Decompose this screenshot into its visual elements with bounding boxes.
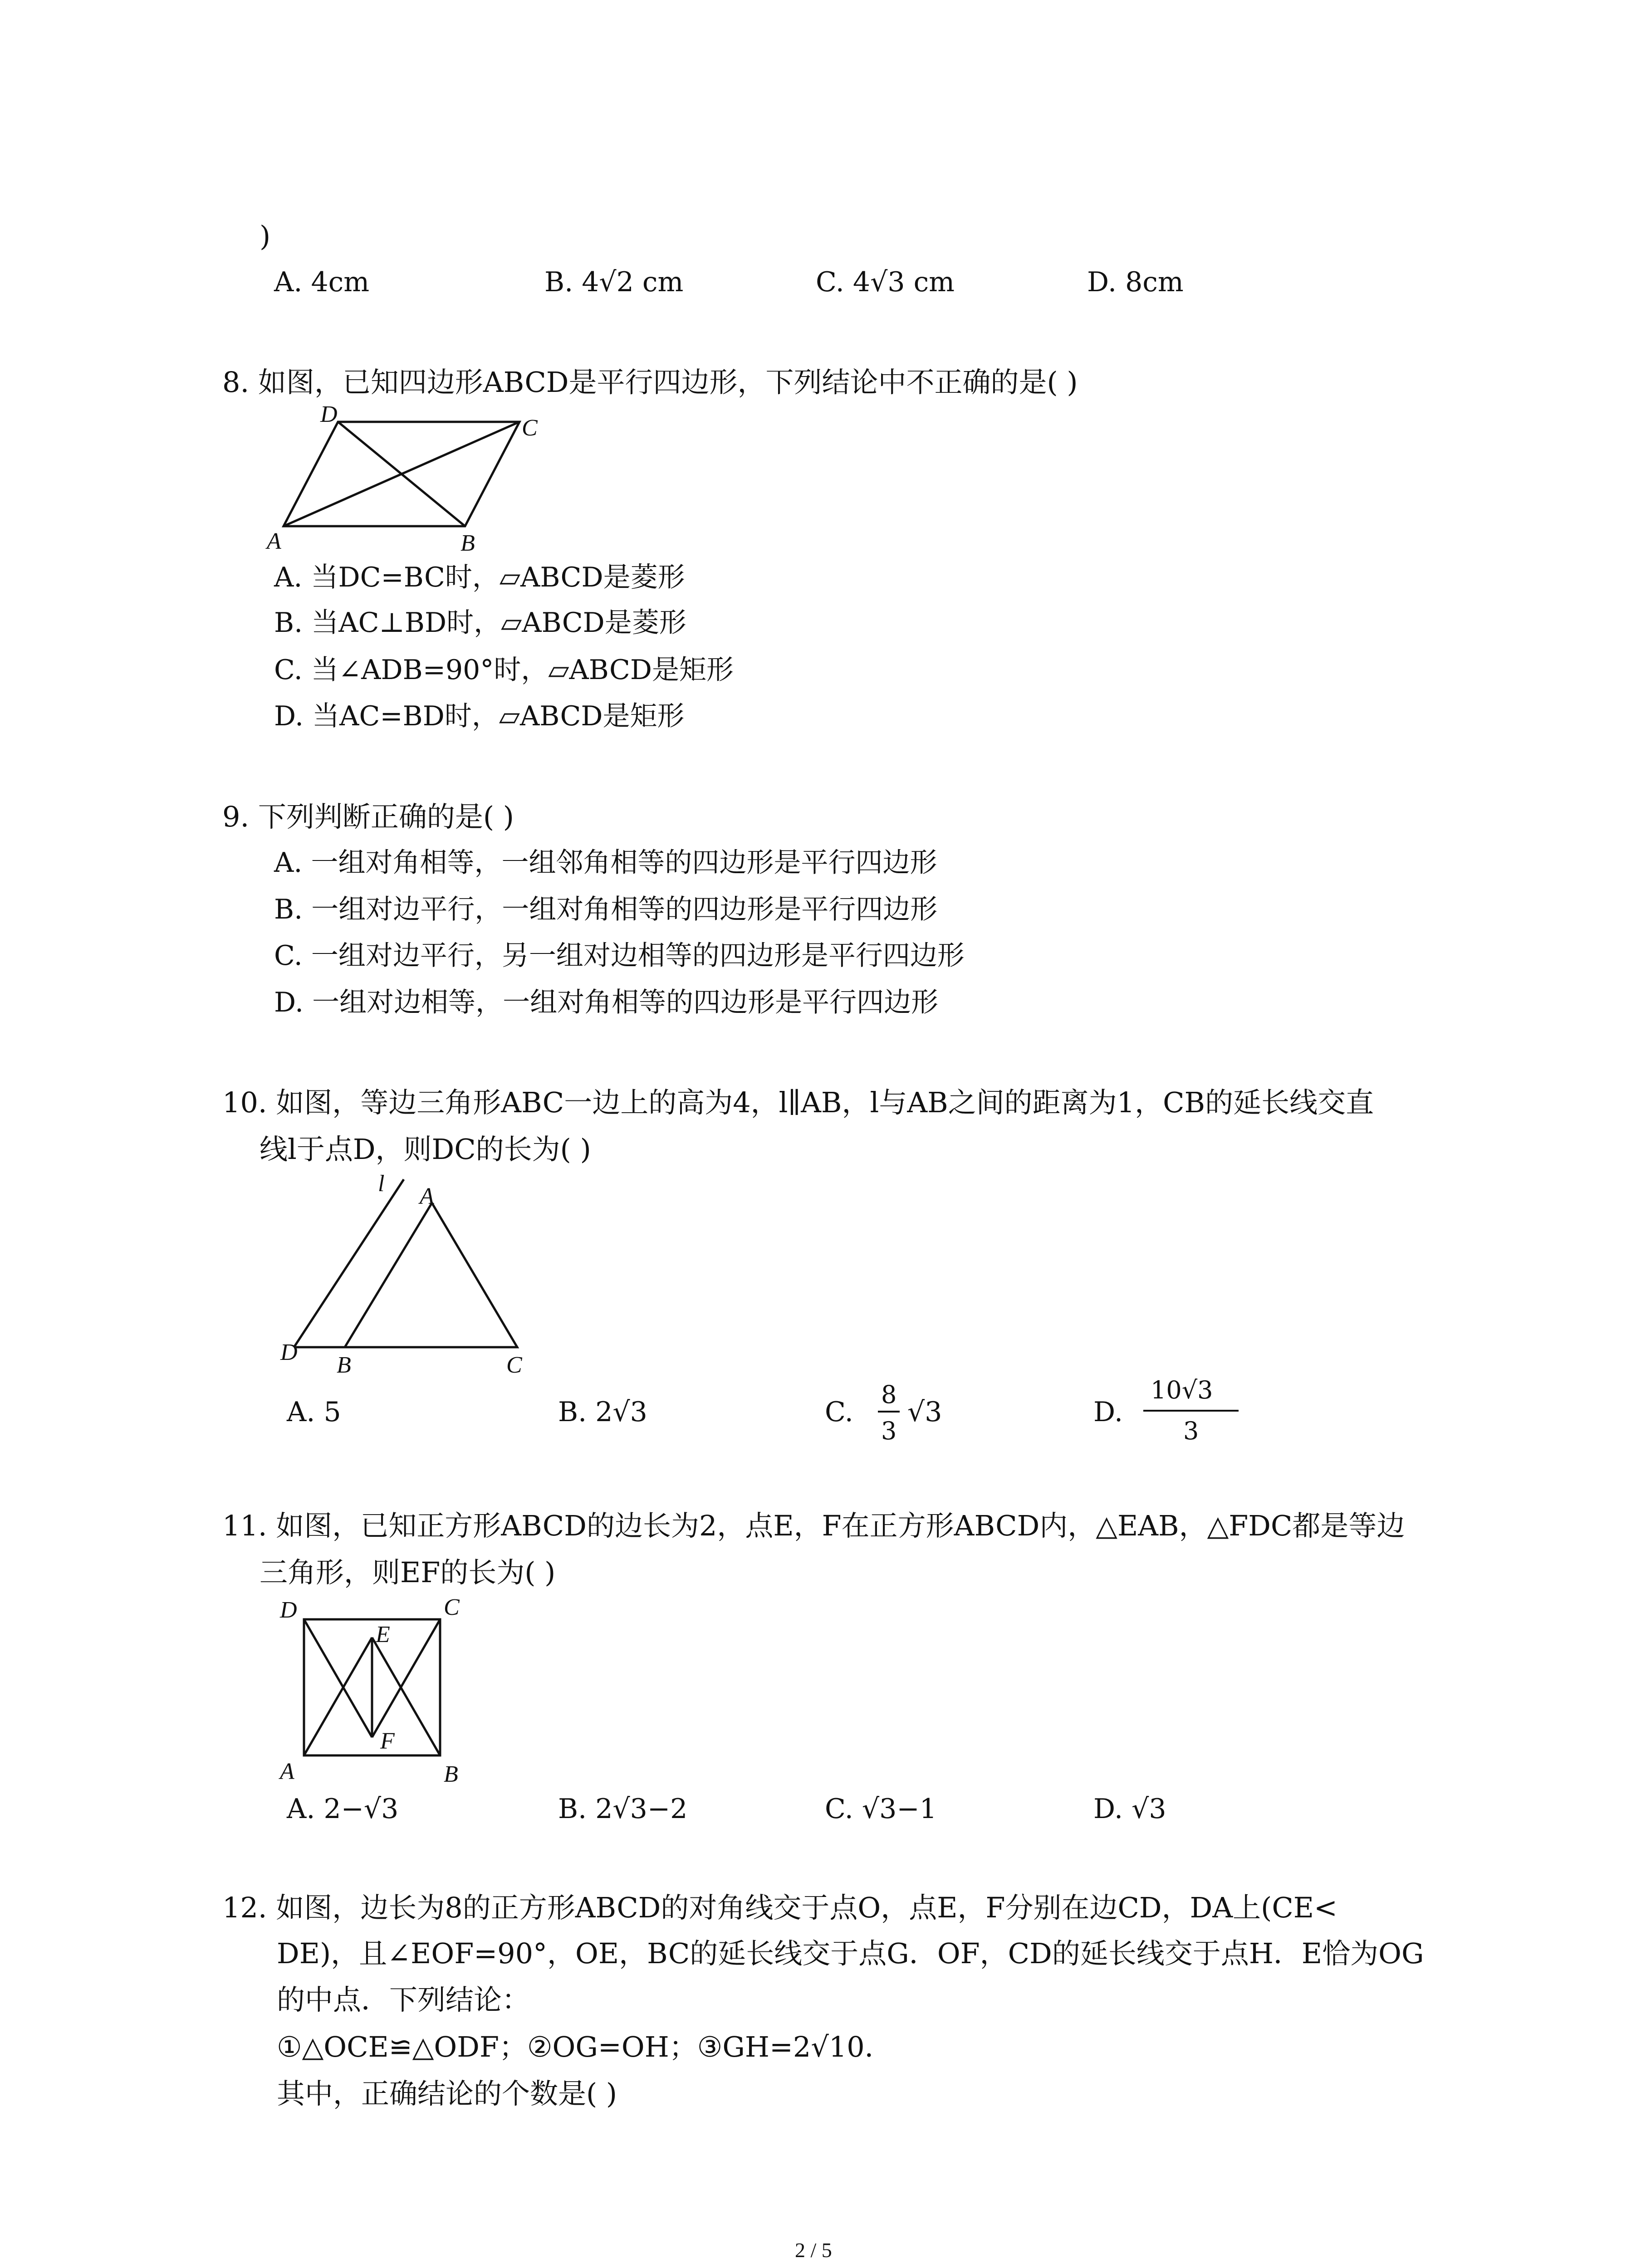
q8-stem: 8. 如图，已知四边形ABCD是平行四边形，下列结论中不正确的是( ) [222, 366, 1078, 399]
q10-triangle-figure [272, 1170, 554, 1361]
page-number: 2 / 5 [795, 2239, 832, 2262]
q7-option-d: D. 8cm [1087, 266, 1184, 298]
q8-label-b: B [460, 530, 475, 556]
q11-option-b: B. 2√3−2 [558, 1793, 688, 1825]
q10-option-d-num: 10√3 [1151, 1376, 1213, 1404]
q11-stem-line2: 三角形，则EF的长为( ) [260, 1556, 556, 1589]
q10-label-c: C [506, 1352, 522, 1378]
q11-square-figure [290, 1606, 454, 1769]
q8-option-b: B. 当AC⊥BD时，▱ABCD是菱形 [274, 607, 686, 639]
q10-option-b: B. 2√3 [558, 1396, 647, 1428]
q7-option-a: A. 4cm [274, 266, 370, 298]
triangle-abc [345, 1203, 517, 1347]
q9-option-d: D. 一组对边相等，一组对角相等的四边形是平行四边形 [274, 987, 939, 1018]
line-l [294, 1179, 404, 1347]
q9-option-c: C. 一组对边平行，另一组对边相等的四边形是平行四边形 [274, 940, 965, 972]
q7-option-b: B. 4√2 cm [544, 266, 684, 298]
q7-option-c: C. 4√3 cm [816, 266, 955, 298]
q11-label-d: D [280, 1597, 297, 1623]
q11-option-c: C. √3−1 [825, 1793, 937, 1825]
q10-option-c: C. [825, 1396, 853, 1428]
q8-label-c: C [522, 415, 538, 441]
q12-line1: 12. 如图，边长为8的正方形ABCD的对角线交于点O，点E，F分别在边CD，DA上(CE< [222, 1891, 1337, 1924]
q10-label-a: A [420, 1183, 434, 1209]
q11-label-f: F [380, 1728, 395, 1754]
q11-label-e: E [376, 1622, 390, 1647]
q12-line2: DE)，且∠EOF=90°，OE，BC的延长线交于点G．OF，CD的延长线交于点H．E恰为OG [277, 1937, 1424, 1970]
q10-option-c-den: 3 [881, 1417, 897, 1445]
q9-stem: 9. 下列判断正确的是( ) [222, 800, 514, 833]
q8-label-a: A [267, 528, 281, 554]
q11-option-d: D. √3 [1093, 1793, 1166, 1825]
q9-option-b: B. 一组对边平行，一组对角相等的四边形是平行四边形 [274, 894, 938, 925]
q7-paren: ) [260, 220, 271, 253]
q8-option-c: C. 当∠ADB=90°时，▱ABCD是矩形 [274, 654, 734, 686]
q12-line5: 其中，正确结论的个数是( ) [277, 2077, 617, 2110]
diagonal-bd [338, 422, 465, 526]
q9-option-a: A. 一组对角相等，一组邻角相等的四边形是平行四边形 [274, 847, 937, 879]
q10-stem-line1: 10. 如图，等边三角形ABC一边上的高为4，l∥AB，l与AB之间的距离为1，CB的延长线交直 [222, 1086, 1374, 1119]
q8-option-d: D. 当AC=BD时，▱ABCD是矩形 [274, 700, 685, 732]
q10-label-d: D [280, 1339, 298, 1365]
segment-df [304, 1619, 372, 1737]
q10-label-l: l [378, 1171, 385, 1197]
q10-option-c-fraction-bar [878, 1411, 900, 1413]
q10-option-d-den: 3 [1183, 1417, 1199, 1445]
q8-option-a: A. 当DC=BC时，▱ABCD是菱形 [274, 562, 685, 593]
q12-line4: ①△OCE≌△ODF；②OG=OH；③GH=2√10． [277, 2030, 893, 2063]
q11-label-c: C [444, 1594, 460, 1620]
q10-option-d: D. [1093, 1396, 1123, 1428]
q11-label-b: B [444, 1761, 458, 1787]
q8-label-d: D [320, 401, 338, 427]
q11-stem-line1: 11. 如图，已知正方形ABCD的边长为2，点E，F在正方形ABCD内，△EAB，△FDC都是等边 [222, 1509, 1405, 1542]
q10-option-a: A. 5 [287, 1396, 341, 1428]
q11-option-a: A. 2−√3 [287, 1793, 399, 1825]
segment-ae [304, 1637, 372, 1755]
q11-label-a: A [280, 1759, 294, 1784]
q10-option-c-num: 8 [881, 1380, 897, 1409]
q8-parallelogram-figure [263, 408, 590, 544]
q10-stem-line2: 线l于点D，则DC的长为( ) [260, 1133, 591, 1166]
q12-line3: 的中点．下列结论： [277, 1983, 530, 2016]
q10-label-b: B [337, 1352, 351, 1378]
q10-option-d-fraction-bar [1143, 1410, 1239, 1412]
q10-option-c-tail: √3 [907, 1396, 942, 1428]
